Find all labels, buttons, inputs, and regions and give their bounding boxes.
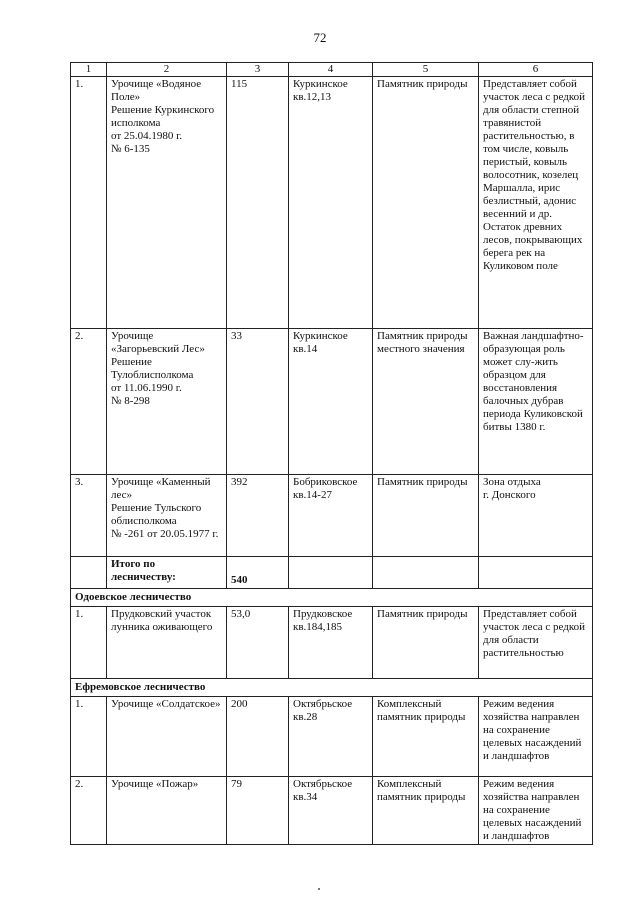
table-row [71,777,593,845]
total-label: Итого по лесничеству: [107,557,227,589]
site-area: 53,0 [227,607,289,679]
table-row [71,77,593,329]
total-row [71,557,593,589]
site-area: 79 [227,777,289,845]
table-row [71,697,593,777]
table-row [71,475,593,557]
column-number: 5 [373,63,479,77]
site-location: Октябрьское кв.34 [289,777,373,845]
section-row [71,679,593,697]
site-name: Прудковский участок лунника оживающего [107,607,227,679]
site-category: Комплексный памятник природы [373,777,479,845]
column-number: 6 [479,63,593,77]
site-name: Урочище «Загорьевский Лес» Решение Тулоблисполкома от 11.06.1990 г. № 8-298 [107,329,227,475]
row-number: 1. [71,697,107,777]
section-title: Ефремовское лесничество [71,679,593,697]
table-row [71,607,593,679]
column-number: 2 [107,63,227,77]
site-description: Режим ведения хозяйства направлен на сохранение целевых насаждений и ландшафтов [479,697,593,777]
site-name: Урочище «Водяное Поле» Решение Куркинского исполкома от 25.04.1980 г. № 6-135 [107,77,227,329]
page-number: 72 [313,30,327,45]
site-name: Урочище «Пожар» [107,777,227,845]
site-area: 200 [227,697,289,777]
site-location: Прудковское кв.184,185 [289,607,373,679]
site-area: 115 [227,77,289,329]
site-description: Режим ведения хозяйства направлен на сохранение целевых насаждений и ландшафтов [479,777,593,845]
site-location: Куркинское кв.14 [289,329,373,475]
site-description: Важная ландшафтно-образующая роль может слу-жить образцом для восстановления балочных дубрав периода Куликовской битвы 1380 г. [479,329,593,475]
site-location: Октябрьское кв.28 [289,697,373,777]
site-name: Урочище «Солдатское» [107,697,227,777]
site-description: Представляет собой участок леса с редкой для области степной травянистой растительностью, в том числе, ковыль перистый, ковыль волосотник, козелец Маршалла, ирис безлистный, адонис весенний и др. Остаток древних лесов, покрывающих берега рек на Куликовом поле [479,77,593,329]
site-location: Куркинское кв.12,13 [289,77,373,329]
site-category: Памятник природы [373,607,479,679]
site-category: Памятник природы [373,77,479,329]
site-category: Памятник природы [373,475,479,557]
column-number-row [71,63,593,77]
section-title: Одоевское лесничество [71,589,593,607]
site-description: Представляет собой участок леса с редкой для области растительностью [479,607,593,679]
site-area: 392 [227,475,289,557]
site-name: Урочище «Каменный лес» Решение Тульского облисполкома № -261 от 20.05.1977 г. [107,475,227,557]
site-description: Зона отдыха г. Донского [479,475,593,557]
column-number: 3 [227,63,289,77]
site-category: Комплексный памятник природы [373,697,479,777]
site-location: Бобриковское кв.14-27 [289,475,373,557]
table-row [71,329,593,475]
site-area: 33 [227,329,289,475]
total-value: 540 [227,557,289,589]
row-number: 1. [71,607,107,679]
row-number: 3. [71,475,107,557]
section-row [71,589,593,607]
protected-areas-table [70,62,593,845]
column-number: 1 [71,63,107,77]
row-number: 2. [71,777,107,845]
scan-speck [318,888,320,890]
row-number: 1. [71,77,107,329]
site-category: Памятник природы местного значения [373,329,479,475]
column-number: 4 [289,63,373,77]
row-number: 2. [71,329,107,475]
